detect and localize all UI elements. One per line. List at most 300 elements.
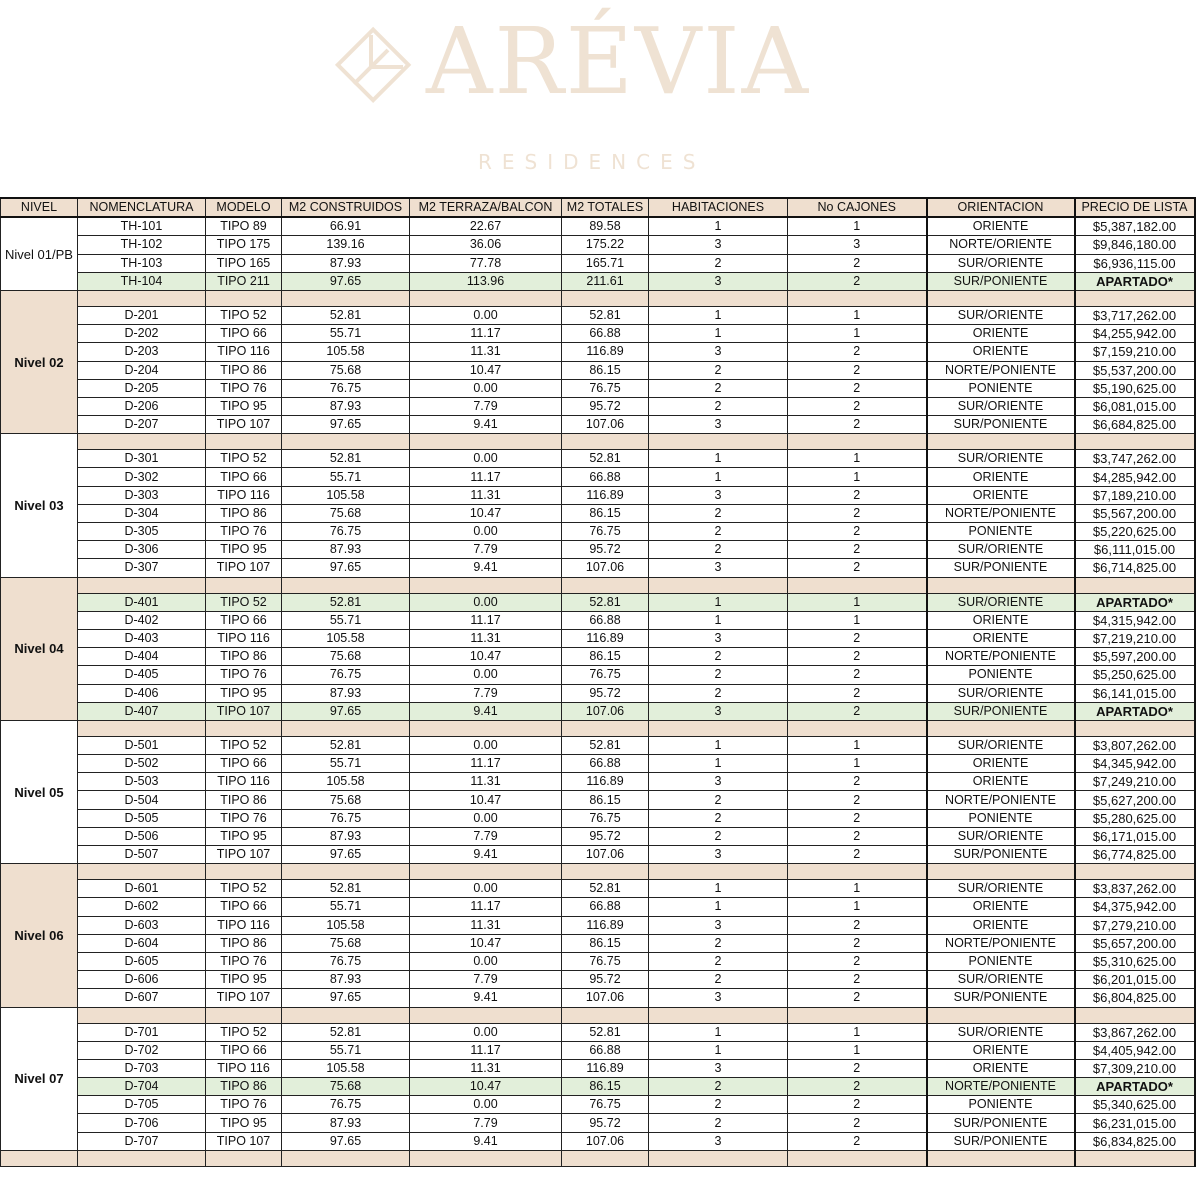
cell-m2-construidos: 105.58 — [282, 486, 410, 504]
table-row — [1, 450, 1195, 468]
cell-cajones: 2 — [788, 791, 927, 809]
cell-m2-totales: 95.72 — [562, 971, 649, 989]
cell-m2-terraza: 10.47 — [410, 504, 562, 522]
cell-m2-totales: 66.88 — [562, 1041, 649, 1059]
cell-cajones: 2 — [788, 379, 927, 397]
spacer-cell — [562, 864, 649, 880]
cell-m2-construidos: 97.65 — [282, 416, 410, 434]
cell-modelo: TIPO 95 — [206, 541, 282, 559]
cell-m2-construidos: 87.93 — [282, 541, 410, 559]
cell-modelo: TIPO 86 — [206, 648, 282, 666]
cell-m2-construidos: 76.75 — [282, 523, 410, 541]
cell-m2-terraza: 11.31 — [410, 486, 562, 504]
cell-cajones: 2 — [788, 809, 927, 827]
level-label: Nivel 03 — [1, 434, 78, 577]
cell-orientacion: SUR/ORIENTE — [927, 450, 1075, 468]
cell-habitaciones: 1 — [649, 468, 788, 486]
cell-habitaciones: 1 — [649, 611, 788, 629]
cell-modelo: TIPO 175 — [206, 236, 282, 254]
table-row — [1, 468, 1195, 486]
cell-nomenclatura: D-202 — [78, 325, 206, 343]
cell-m2-terraza: 0.00 — [410, 666, 562, 684]
cell-m2-construidos: 76.75 — [282, 666, 410, 684]
cell-orientacion: NORTE/PONIENTE — [927, 791, 1075, 809]
cell-m2-totales: 76.75 — [562, 379, 649, 397]
cell-m2-terraza: 0.00 — [410, 880, 562, 898]
spacer-cell — [562, 1150, 649, 1166]
level-spacer-row — [1, 577, 1195, 593]
cell-m2-terraza: 7.79 — [410, 397, 562, 415]
cell-habitaciones: 3 — [649, 989, 788, 1007]
cell-m2-terraza: 10.47 — [410, 1078, 562, 1096]
cell-modelo: TIPO 107 — [206, 702, 282, 720]
cell-modelo: TIPO 116 — [206, 343, 282, 361]
cell-m2-totales: 116.89 — [562, 629, 649, 647]
cell-modelo: TIPO 52 — [206, 1023, 282, 1041]
table-row — [1, 325, 1195, 343]
cell-m2-terraza: 9.41 — [410, 1132, 562, 1150]
cell-precio: $5,537,200.00 — [1075, 361, 1195, 379]
cell-nomenclatura: D-604 — [78, 934, 206, 952]
table-row — [1, 559, 1195, 577]
cell-cajones: 2 — [788, 971, 927, 989]
cell-cajones: 2 — [788, 1114, 927, 1132]
cell-precio: $7,219,210.00 — [1075, 629, 1195, 647]
spacer-cell — [206, 1150, 282, 1166]
table-row — [1, 272, 1195, 290]
cell-m2-terraza: 113.96 — [410, 272, 562, 290]
cell-cajones: 2 — [788, 1059, 927, 1077]
cell-precio: $6,834,825.00 — [1075, 1132, 1195, 1150]
spacer-cell — [282, 1150, 410, 1166]
table-row — [1, 684, 1195, 702]
cell-m2-totales: 165.71 — [562, 254, 649, 272]
cell-m2-totales: 52.81 — [562, 593, 649, 611]
table-row — [1, 1023, 1195, 1041]
cell-cajones: 2 — [788, 989, 927, 1007]
cell-m2-totales: 89.58 — [562, 217, 649, 236]
cell-orientacion: SUR/PONIENTE — [927, 559, 1075, 577]
cell-nomenclatura: D-307 — [78, 559, 206, 577]
cell-habitaciones: 1 — [649, 880, 788, 898]
cell-cajones: 2 — [788, 272, 927, 290]
cell-cajones: 1 — [788, 736, 927, 754]
cell-m2-construidos: 87.93 — [282, 254, 410, 272]
cell-precio: $5,657,200.00 — [1075, 934, 1195, 952]
cell-modelo: TIPO 66 — [206, 755, 282, 773]
spacer-cell — [78, 720, 206, 736]
cell-modelo: TIPO 95 — [206, 827, 282, 845]
cell-cajones: 1 — [788, 450, 927, 468]
cell-modelo: TIPO 66 — [206, 898, 282, 916]
cell-orientacion: SUR/ORIENTE — [927, 736, 1075, 754]
cell-m2-construidos: 55.71 — [282, 1041, 410, 1059]
cell-m2-totales: 52.81 — [562, 450, 649, 468]
cell-m2-construidos: 76.75 — [282, 809, 410, 827]
cell-orientacion: SUR/ORIENTE — [927, 254, 1075, 272]
spacer-cell — [649, 864, 788, 880]
cell-m2-totales: 66.88 — [562, 898, 649, 916]
cell-cajones: 2 — [788, 416, 927, 434]
cell-habitaciones: 2 — [649, 952, 788, 970]
spacer-cell — [1075, 720, 1195, 736]
cell-cajones: 2 — [788, 648, 927, 666]
cell-m2-totales: 95.72 — [562, 1114, 649, 1132]
cell-precio: $3,837,262.00 — [1075, 880, 1195, 898]
cell-nomenclatura: D-306 — [78, 541, 206, 559]
cell-modelo: TIPO 52 — [206, 880, 282, 898]
cell-m2-terraza: 0.00 — [410, 952, 562, 970]
cell-orientacion: ORIENTE — [927, 916, 1075, 934]
cell-m2-totales: 52.81 — [562, 1023, 649, 1041]
cell-nomenclatura: D-406 — [78, 684, 206, 702]
cell-m2-totales: 76.75 — [562, 523, 649, 541]
cell-habitaciones: 1 — [649, 325, 788, 343]
cell-modelo: TIPO 89 — [206, 217, 282, 236]
header-nivel: NIVEL — [1, 198, 78, 217]
cell-m2-terraza: 11.17 — [410, 611, 562, 629]
table-row — [1, 416, 1195, 434]
cell-modelo: TIPO 107 — [206, 559, 282, 577]
cell-orientacion: ORIENTE — [927, 1059, 1075, 1077]
cell-habitaciones: 3 — [649, 236, 788, 254]
cell-orientacion: ORIENTE — [927, 468, 1075, 486]
cell-habitaciones: 1 — [649, 450, 788, 468]
cell-precio: $7,279,210.00 — [1075, 916, 1195, 934]
cell-orientacion: SUR/ORIENTE — [927, 306, 1075, 324]
cell-orientacion: ORIENTE — [927, 1041, 1075, 1059]
cell-m2-totales: 95.72 — [562, 397, 649, 415]
spacer-cell — [788, 290, 927, 306]
cell-nomenclatura: TH-101 — [78, 217, 206, 236]
cell-habitaciones: 2 — [649, 934, 788, 952]
spacer-cell — [927, 577, 1075, 593]
brand-name: ARÉVIA — [426, 8, 811, 115]
cell-nomenclatura: D-204 — [78, 361, 206, 379]
cell-m2-totales: 107.06 — [562, 416, 649, 434]
cell-orientacion: SUR/PONIENTE — [927, 846, 1075, 864]
cell-precio: $3,867,262.00 — [1075, 1023, 1195, 1041]
table-row — [1, 773, 1195, 791]
cell-modelo: TIPO 76 — [206, 523, 282, 541]
spacer-cell — [788, 1007, 927, 1023]
cell-m2-terraza: 0.00 — [410, 1096, 562, 1114]
cell-m2-construidos: 75.68 — [282, 361, 410, 379]
cell-precio: $5,387,182.00 — [1075, 217, 1195, 236]
table-row — [1, 486, 1195, 504]
level-label: Nivel 07 — [1, 1007, 78, 1150]
cell-m2-terraza: 0.00 — [410, 306, 562, 324]
cell-orientacion: SUR/ORIENTE — [927, 684, 1075, 702]
table-row — [1, 343, 1195, 361]
cell-m2-construidos: 87.93 — [282, 397, 410, 415]
cell-m2-totales: 95.72 — [562, 827, 649, 845]
spacer-cell — [410, 720, 562, 736]
cell-m2-totales: 175.22 — [562, 236, 649, 254]
cell-cajones: 1 — [788, 593, 927, 611]
level-spacer-row — [1, 434, 1195, 450]
cell-m2-construidos: 52.81 — [282, 306, 410, 324]
spacer-cell — [788, 1150, 927, 1166]
table-row — [1, 1059, 1195, 1077]
cell-m2-terraza: 9.41 — [410, 702, 562, 720]
cell-m2-terraza: 9.41 — [410, 846, 562, 864]
cell-habitaciones: 2 — [649, 971, 788, 989]
table-row — [1, 952, 1195, 970]
cell-modelo: TIPO 165 — [206, 254, 282, 272]
cell-cajones: 2 — [788, 254, 927, 272]
cell-modelo: TIPO 95 — [206, 684, 282, 702]
cell-cajones: 3 — [788, 236, 927, 254]
cell-nomenclatura: D-207 — [78, 416, 206, 434]
cell-m2-terraza: 7.79 — [410, 971, 562, 989]
cell-precio: $6,171,015.00 — [1075, 827, 1195, 845]
cell-precio: $5,220,625.00 — [1075, 523, 1195, 541]
spacer-cell — [927, 1007, 1075, 1023]
header-modelo: MODELO — [206, 198, 282, 217]
spacer-cell — [206, 720, 282, 736]
spacer-cell — [649, 1150, 788, 1166]
cell-cajones: 2 — [788, 361, 927, 379]
spacer-cell — [282, 290, 410, 306]
table-row — [1, 755, 1195, 773]
cell-habitaciones: 2 — [649, 827, 788, 845]
cell-precio: $6,936,115.00 — [1075, 254, 1195, 272]
table-row — [1, 504, 1195, 522]
cell-habitaciones: 2 — [649, 684, 788, 702]
cell-precio: $7,189,210.00 — [1075, 486, 1195, 504]
cell-m2-totales: 116.89 — [562, 486, 649, 504]
cell-m2-construidos: 52.81 — [282, 450, 410, 468]
cell-m2-construidos: 139.16 — [282, 236, 410, 254]
table-row — [1, 827, 1195, 845]
cell-nomenclatura: D-701 — [78, 1023, 206, 1041]
level-spacer-row — [1, 864, 1195, 880]
cell-m2-construidos: 76.75 — [282, 379, 410, 397]
cell-precio: $4,405,942.00 — [1075, 1041, 1195, 1059]
table-row — [1, 593, 1195, 611]
table-header-row — [1, 198, 1195, 217]
cell-habitaciones: 2 — [649, 361, 788, 379]
cell-modelo: TIPO 116 — [206, 773, 282, 791]
cell-m2-totales: 107.06 — [562, 559, 649, 577]
cell-habitaciones: 3 — [649, 272, 788, 290]
cell-m2-totales: 116.89 — [562, 1059, 649, 1077]
table-row — [1, 1078, 1195, 1096]
cell-m2-construidos: 55.71 — [282, 755, 410, 773]
cell-modelo: TIPO 116 — [206, 629, 282, 647]
cell-orientacion: SUR/PONIENTE — [927, 272, 1075, 290]
header-m2-terraza: M2 TERRAZA/BALCON — [410, 198, 562, 217]
cell-modelo: TIPO 76 — [206, 666, 282, 684]
spacer-cell — [282, 720, 410, 736]
cell-orientacion: SUR/ORIENTE — [927, 397, 1075, 415]
cell-m2-totales: 52.81 — [562, 736, 649, 754]
cell-m2-totales: 86.15 — [562, 361, 649, 379]
table-row — [1, 611, 1195, 629]
cell-modelo: TIPO 211 — [206, 272, 282, 290]
spacer-cell — [927, 290, 1075, 306]
cell-m2-terraza: 9.41 — [410, 989, 562, 1007]
spacer-cell — [1, 1150, 78, 1166]
cell-habitaciones: 3 — [649, 559, 788, 577]
header-habitaciones: HABITACIONES — [649, 198, 788, 217]
header-nomenclatura: NOMENCLATURA — [78, 198, 206, 217]
cell-m2-terraza: 11.31 — [410, 343, 562, 361]
level-label: Nivel 06 — [1, 864, 78, 1007]
spacer-cell — [649, 434, 788, 450]
cell-m2-terraza: 7.79 — [410, 541, 562, 559]
cell-nomenclatura: D-206 — [78, 397, 206, 415]
cell-nomenclatura: D-405 — [78, 666, 206, 684]
level-label: Nivel 05 — [1, 720, 78, 863]
table-row — [1, 254, 1195, 272]
cell-m2-totales: 116.89 — [562, 773, 649, 791]
cell-nomenclatura: TH-102 — [78, 236, 206, 254]
cell-precio: $6,714,825.00 — [1075, 559, 1195, 577]
cell-cajones: 2 — [788, 934, 927, 952]
cell-m2-construidos: 55.71 — [282, 325, 410, 343]
cell-cajones: 2 — [788, 773, 927, 791]
cell-orientacion: NORTE/ORIENTE — [927, 236, 1075, 254]
spacer-cell — [206, 434, 282, 450]
cell-nomenclatura: D-605 — [78, 952, 206, 970]
cell-nomenclatura: D-706 — [78, 1114, 206, 1132]
cell-m2-construidos: 97.65 — [282, 559, 410, 577]
cell-cajones: 2 — [788, 541, 927, 559]
cell-orientacion: SUR/PONIENTE — [927, 702, 1075, 720]
level-label: Nivel 04 — [1, 577, 78, 720]
cell-m2-totales: 66.88 — [562, 468, 649, 486]
spacer-cell — [410, 577, 562, 593]
cell-m2-totales: 76.75 — [562, 952, 649, 970]
cell-nomenclatura: D-601 — [78, 880, 206, 898]
cell-modelo: TIPO 66 — [206, 325, 282, 343]
cell-cajones: 2 — [788, 702, 927, 720]
cell-orientacion: NORTE/PONIENTE — [927, 504, 1075, 522]
cell-m2-terraza: 10.47 — [410, 791, 562, 809]
cell-nomenclatura: D-205 — [78, 379, 206, 397]
spacer-cell — [562, 577, 649, 593]
cell-habitaciones: 3 — [649, 629, 788, 647]
table-row — [1, 217, 1195, 236]
cell-orientacion: ORIENTE — [927, 755, 1075, 773]
cell-m2-terraza: 0.00 — [410, 809, 562, 827]
cell-modelo: TIPO 66 — [206, 611, 282, 629]
cell-m2-construidos: 75.68 — [282, 791, 410, 809]
spacer-cell — [562, 434, 649, 450]
cell-m2-construidos: 52.81 — [282, 880, 410, 898]
cell-m2-terraza: 0.00 — [410, 736, 562, 754]
spacer-cell — [410, 434, 562, 450]
cell-modelo: TIPO 52 — [206, 736, 282, 754]
cell-m2-terraza: 0.00 — [410, 450, 562, 468]
cell-precio: $4,255,942.00 — [1075, 325, 1195, 343]
cell-modelo: TIPO 52 — [206, 450, 282, 468]
cell-m2-totales: 52.81 — [562, 306, 649, 324]
cell-orientacion: ORIENTE — [927, 898, 1075, 916]
cell-orientacion: SUR/PONIENTE — [927, 989, 1075, 1007]
table-row — [1, 1041, 1195, 1059]
table-row — [1, 702, 1195, 720]
cell-m2-construidos: 105.58 — [282, 773, 410, 791]
cell-nomenclatura: D-203 — [78, 343, 206, 361]
cell-habitaciones: 2 — [649, 504, 788, 522]
cell-modelo: TIPO 107 — [206, 989, 282, 1007]
cell-precio: $6,804,825.00 — [1075, 989, 1195, 1007]
spacer-cell — [649, 290, 788, 306]
cell-modelo: TIPO 107 — [206, 846, 282, 864]
table-row — [1, 916, 1195, 934]
table-row — [1, 1132, 1195, 1150]
spacer-cell — [788, 720, 927, 736]
cell-m2-totales: 107.06 — [562, 846, 649, 864]
spacer-cell — [927, 434, 1075, 450]
spacer-cell — [410, 864, 562, 880]
cell-cajones: 1 — [788, 217, 927, 236]
cell-m2-terraza: 11.17 — [410, 1041, 562, 1059]
cell-modelo: TIPO 86 — [206, 791, 282, 809]
spacer-cell — [927, 720, 1075, 736]
cell-habitaciones: 1 — [649, 1023, 788, 1041]
spacer-cell — [649, 1007, 788, 1023]
cell-m2-terraza: 9.41 — [410, 416, 562, 434]
spacer-cell — [927, 864, 1075, 880]
cell-m2-totales: 107.06 — [562, 702, 649, 720]
cell-habitaciones: 3 — [649, 486, 788, 504]
cell-nomenclatura: D-201 — [78, 306, 206, 324]
cell-orientacion: SUR/PONIENTE — [927, 416, 1075, 434]
cell-m2-construidos: 75.68 — [282, 504, 410, 522]
cell-m2-terraza: 0.00 — [410, 593, 562, 611]
cell-precio: $3,807,262.00 — [1075, 736, 1195, 754]
cell-habitaciones: 2 — [649, 648, 788, 666]
cell-m2-construidos: 87.93 — [282, 827, 410, 845]
cell-cajones: 2 — [788, 846, 927, 864]
spacer-cell — [1075, 864, 1195, 880]
cell-modelo: TIPO 95 — [206, 397, 282, 415]
cell-nomenclatura: D-507 — [78, 846, 206, 864]
cell-modelo: TIPO 107 — [206, 416, 282, 434]
cell-modelo: TIPO 76 — [206, 379, 282, 397]
cell-cajones: 2 — [788, 504, 927, 522]
cell-m2-totales: 66.88 — [562, 611, 649, 629]
table-row — [1, 379, 1195, 397]
cell-cajones: 2 — [788, 486, 927, 504]
cell-nomenclatura: TH-104 — [78, 272, 206, 290]
cell-orientacion: PONIENTE — [927, 379, 1075, 397]
cell-habitaciones: 3 — [649, 343, 788, 361]
cell-habitaciones: 2 — [649, 397, 788, 415]
cell-precio: $4,345,942.00 — [1075, 755, 1195, 773]
spacer-cell — [78, 290, 206, 306]
cell-m2-totales: 66.88 — [562, 755, 649, 773]
cell-orientacion: SUR/ORIENTE — [927, 971, 1075, 989]
cell-habitaciones: 2 — [649, 809, 788, 827]
cell-cajones: 2 — [788, 343, 927, 361]
cell-habitaciones: 2 — [649, 254, 788, 272]
cell-m2-terraza: 0.00 — [410, 379, 562, 397]
cell-cajones: 1 — [788, 1023, 927, 1041]
brand-logo — [0, 0, 1200, 196]
spacer-cell — [206, 577, 282, 593]
cell-habitaciones: 2 — [649, 791, 788, 809]
spacer-cell — [410, 290, 562, 306]
cell-m2-construidos: 87.93 — [282, 971, 410, 989]
spacer-cell — [206, 1007, 282, 1023]
cell-precio: $7,159,210.00 — [1075, 343, 1195, 361]
cell-precio: $9,846,180.00 — [1075, 236, 1195, 254]
